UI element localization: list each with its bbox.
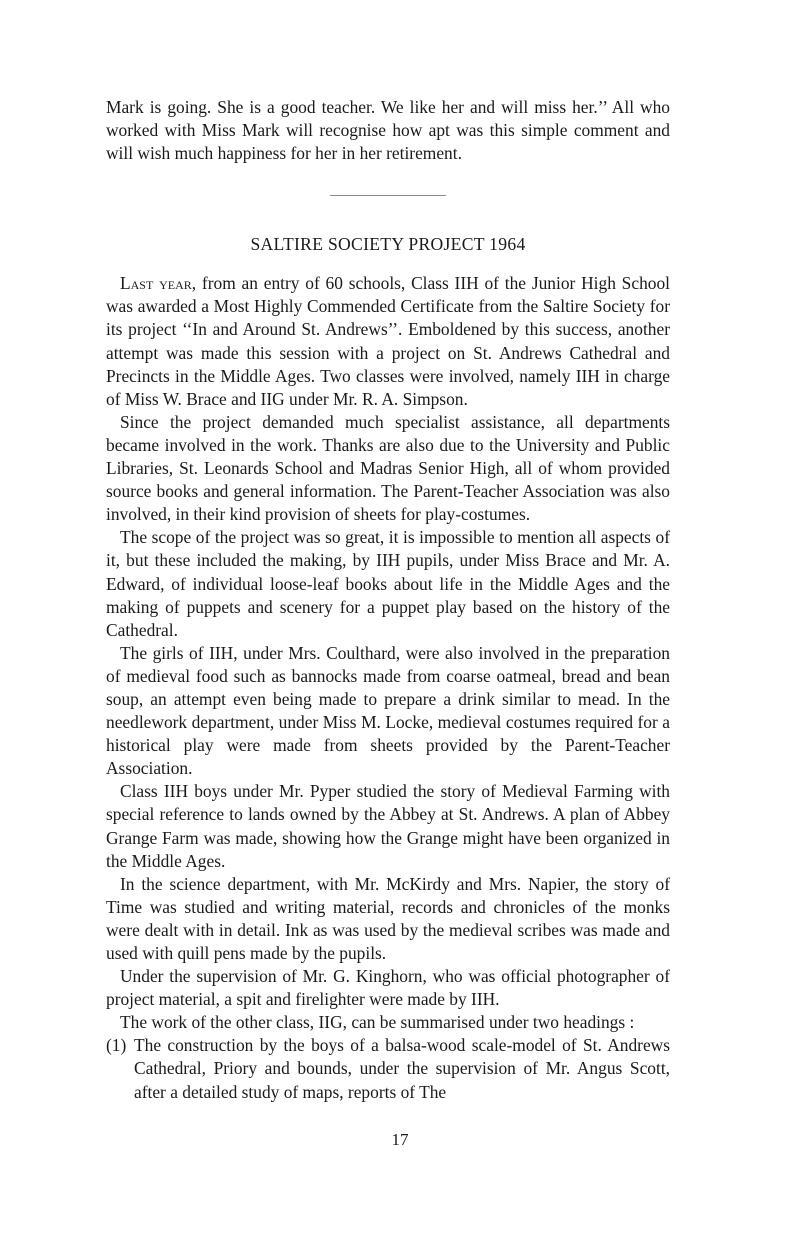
article-paragraph-3: The scope of the project was so great, it is impossible to mention all aspects of it, but these included the making, by IIH pupils, under Miss Brace and Mr. A. Edward, of individual loose-leaf books about life in the Middle Ages and the making of puppets and scenery for a puppet play based on the history of the Cathedral. (106, 527, 670, 640)
article-paragraph-8: The work of the other class, IIG, can be summarised under two headings : (120, 1012, 635, 1033)
page-number: 17 (391, 1130, 409, 1149)
lead-in: Last year, (120, 273, 197, 294)
article-paragraph-2: Since the project demanded much specialist assistance, all departments became involved in the work. Thanks are also due to the University and Public Libraries, St. Leonards School and Madras Senior High, all of whom provided source books and general information. The Parent-Teacher Association was also involved, in their kind provision of sheets for play-costumes. (106, 411, 670, 525)
article-paragraph-7: Under the supervision of Mr. G. Kinghorn, who was official photographer of project material, a spit and firelighter were made by IIH. (106, 966, 670, 1010)
document-page (106, 96, 670, 1104)
list-text: The construction by the boys of a balsa-wood scale-model of St. Andrews Cathedral, Priory and bounds, under the supervision of Mr. Angus Scott, after a detailed study of maps, reports of The (134, 1035, 670, 1102)
article-paragraph-4: The girls of IIH, under Mrs. Coulthard, were also involved in the preparation of medieval food such as bannocks made from coarse oatmeal, bread and bean soup, an attempt even being made to prepare a drink similar to mead. In the needlework department, under Miss M. Locke, medieval costumes required for a historical play were made from sheets provided by the Parent-Teacher Association. (106, 642, 670, 779)
article-paragraph-5: Class IIH boys under Mr. Pyper studied the story of Medieval Farming with special reference to lands owned by the Abbey at St. Andrews. A plan of Abbey Grange Farm was made, showing how the Grange might have been organized in the Middle Ages. (106, 781, 670, 871)
section-divider (330, 195, 446, 196)
paragraph-1-body: from an entry of 60 schools, Class IIH of the Junior High School was awarded a Most Highly Commended Certificate from the Saltire Society for its project ‘‘In and Around St. Andrews’’. Emboldened by this success, another attempt was made this session with a project on St. Andrews Cathedral and Precincts in the Middle Ages. Two classes were involved, namely IIH in charge of Miss W. Brace and IIG under Mr. R. A. Simpson. (106, 273, 670, 409)
list-number: (1) (106, 1035, 127, 1056)
article-paragraph-6: In the science department, with Mr. McKirdy and Mrs. Napier, the story of Time was studied and writing material, records and chronicles of the monks were dealt with in detail. Ink as was used by the medieval scribes was made and used with quill pens made by the pupils. (106, 873, 670, 963)
intro-rest: All who worked with Miss Mark will recognise how apt was this simple comment and will wish much happiness for her in her retirement. (106, 97, 670, 164)
article-paragraph-1 (106, 272, 670, 411)
article-title: SALTIRE SOCIETY PROJECT 1964 (250, 234, 526, 255)
list-item-1 (106, 1034, 670, 1103)
intro-paragraph (106, 96, 670, 165)
intro-line: Mark is going. She is a good teacher. We like her and will miss her.’’ (106, 97, 607, 117)
